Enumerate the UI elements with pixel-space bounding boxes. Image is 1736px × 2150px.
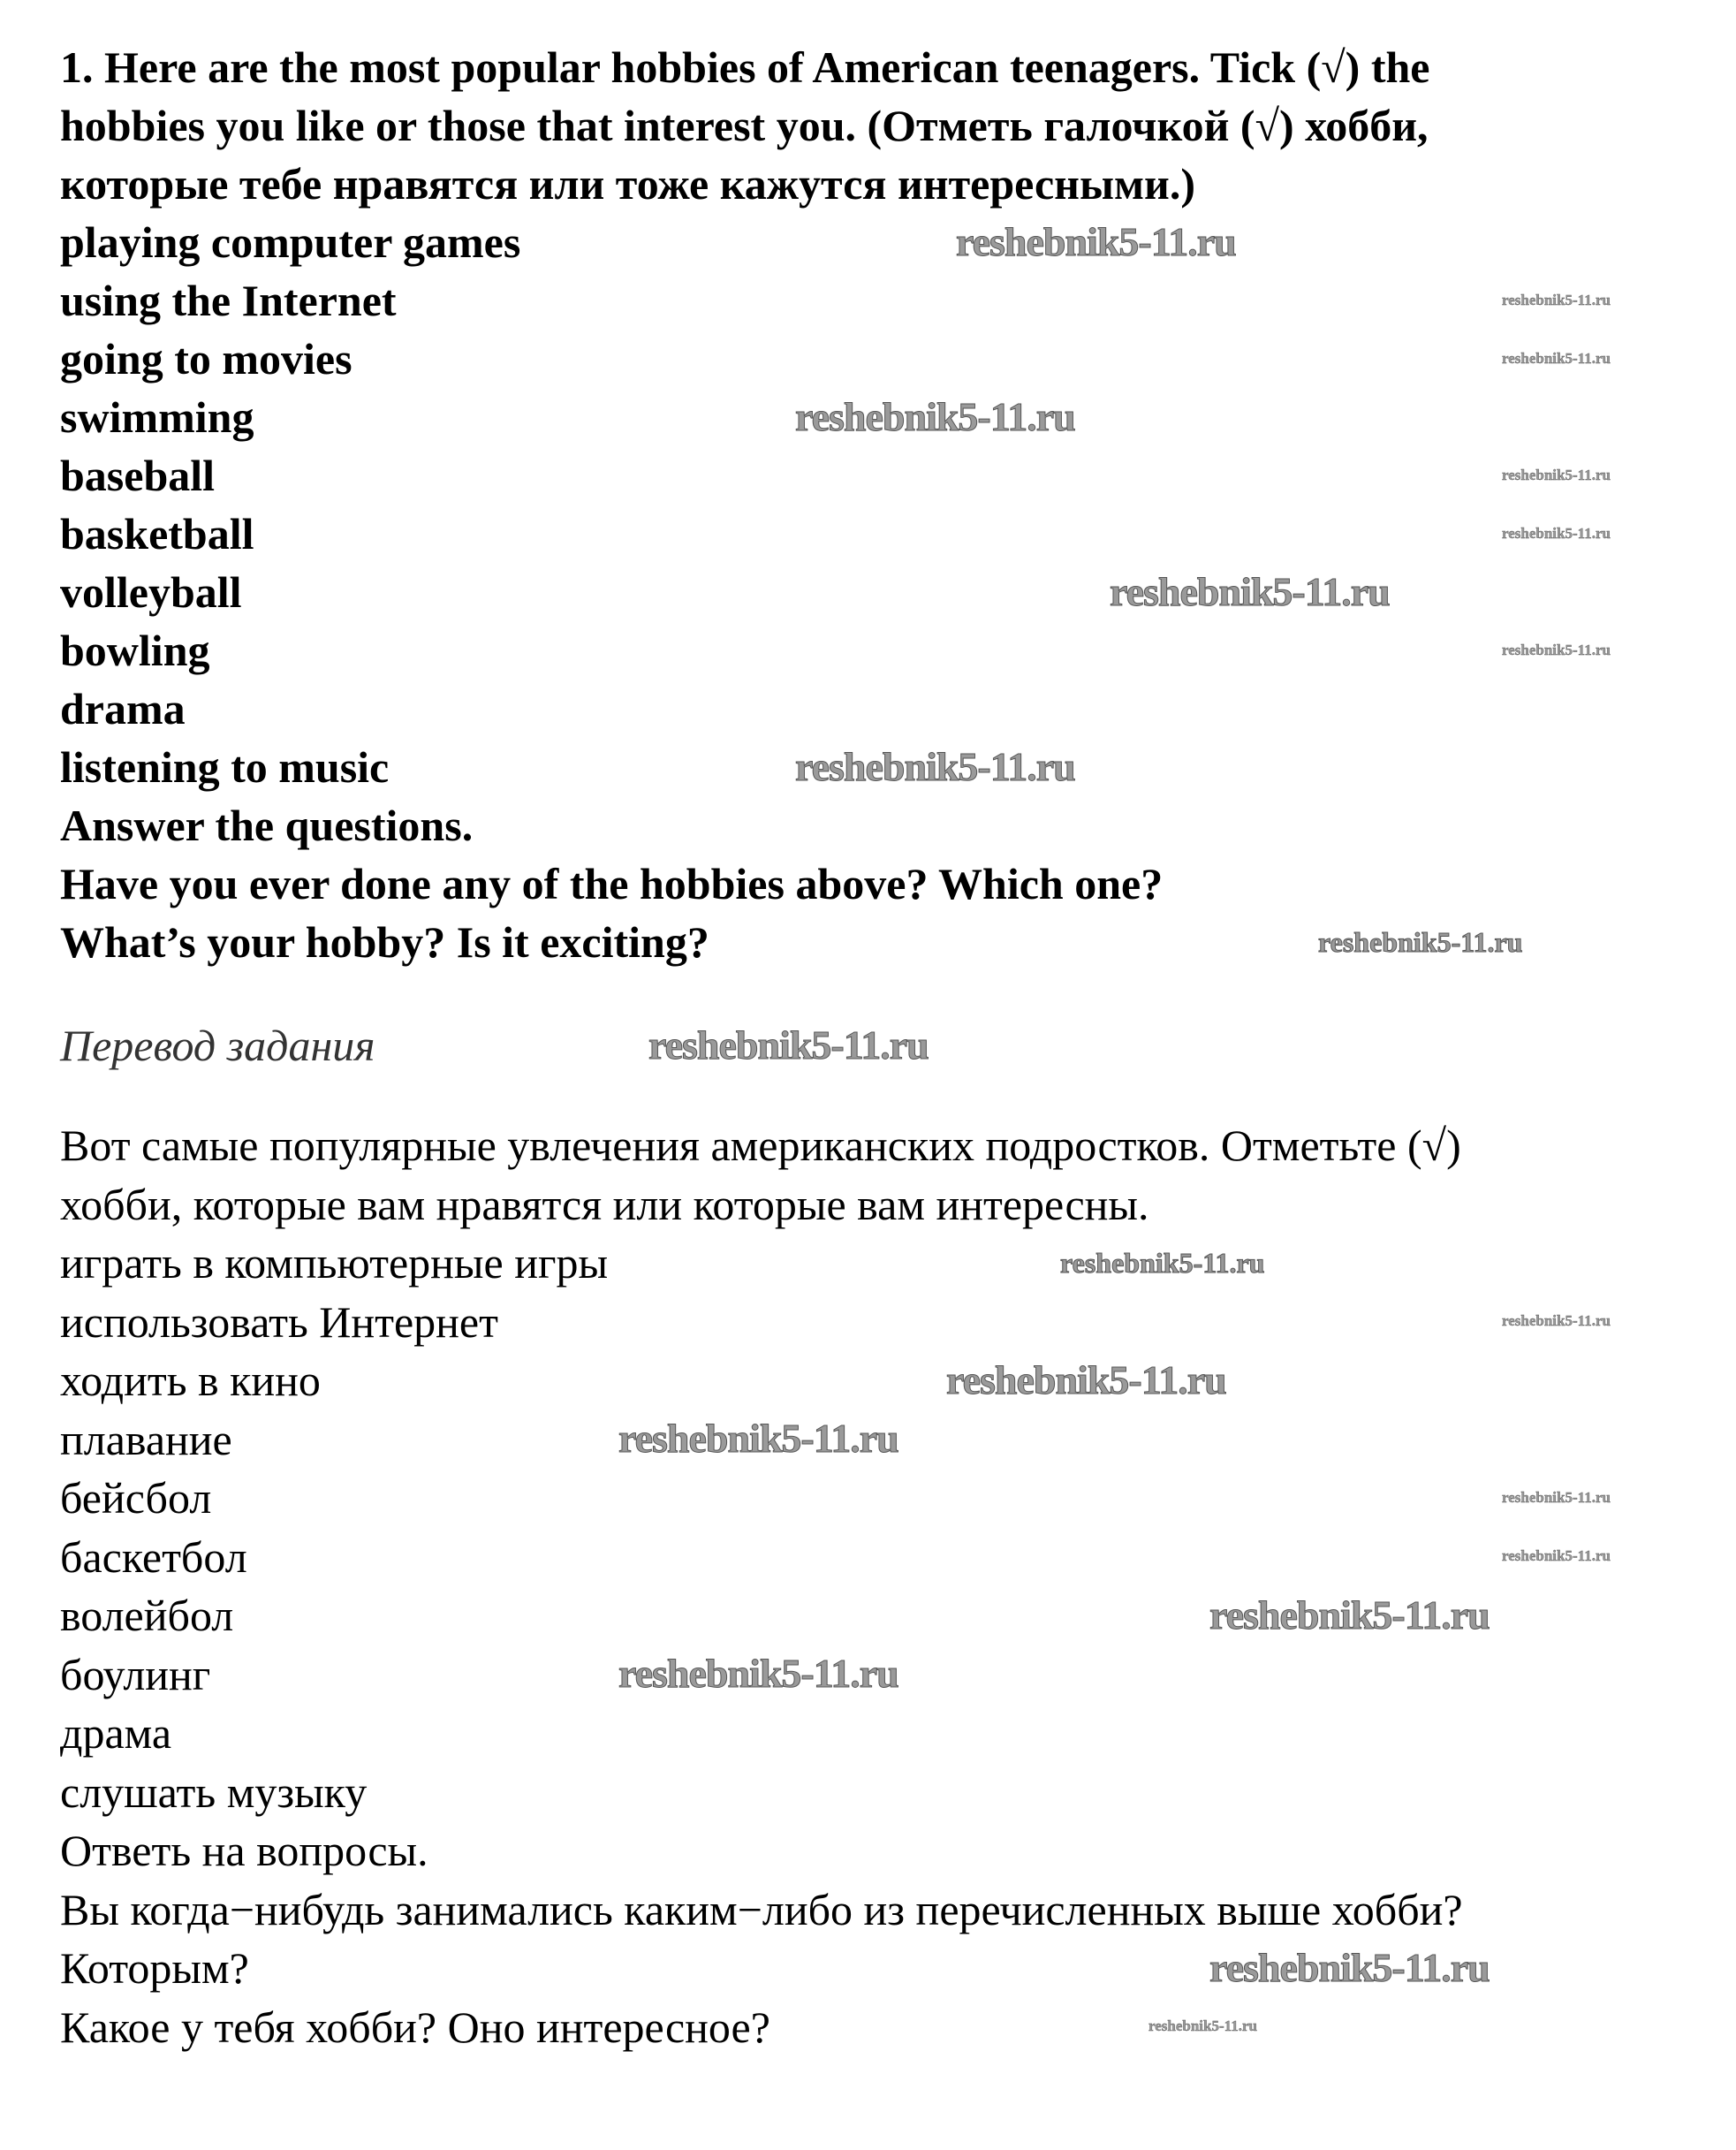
hobby-item: drama [60,684,186,733]
task-heading-line-3: которые тебе нравятся или тоже кажутся интересными.) [60,159,1196,209]
hobby-item: bowling [60,626,210,675]
english-task [60,38,1429,971]
watermark: reshebnik5-11.ru [795,394,1075,439]
hobby-item-ru: боулинг [60,1649,211,1699]
watermark: reshebnik5-11.ru [1209,1592,1490,1637]
hobby-item-ru: баскетбол [60,1531,247,1582]
watermark: reshebnik5-11.ru [1502,642,1611,658]
watermark: reshebnik5-11.ru [956,219,1236,264]
hobby-item-ru: бейсбол [60,1473,212,1523]
hobby-item-ru: ходить в кино [60,1356,321,1405]
hobby-item: swimming [60,392,254,442]
question-ru: Какое у тебя хобби? Оно интересное? [60,2002,770,2052]
question: Have you ever done any of the hobbies above? Which one? [60,859,1164,908]
watermark: reshebnik5-11.ru [1502,350,1611,367]
task-heading-line-2: hobbies you like or those that interest you. (Отметь галочкой (√) хобби, [60,101,1429,150]
task-heading-line-1: 1. Here are the most popular hobbies of American teenagers. Tick (√) the [60,42,1430,92]
hobby-item: using the Internet [60,276,397,325]
hobby-item: playing computer games [60,217,521,267]
watermark: reshebnik5-11.ru [1502,1489,1611,1506]
hobby-item: basketball [60,509,254,558]
watermark: reshebnik5-11.ru [618,1416,898,1461]
watermark: reshebnik5-11.ru [618,1651,898,1696]
watermark: reshebnik5-11.ru [1318,926,1523,958]
watermark: reshebnik5-11.ru [1110,569,1390,614]
question-ru: Которым? [60,1943,249,1993]
hobby-item: going to movies [60,334,353,384]
watermark: reshebnik5-11.ru [1148,2017,1257,2034]
hobby-item-ru: драма [60,1708,172,1758]
translation-line-2: хобби, которые вам нравятся или которые вам интересны. [60,1179,1149,1229]
questions-heading-ru: Ответь на вопросы. [60,1826,428,1875]
translation-heading: Перевод задания [60,1021,375,1070]
watermark: reshebnik5-11.ru [795,744,1075,789]
watermark: reshebnik5-11.ru [1502,1547,1611,1564]
hobby-item: volleyball [60,567,242,617]
hobby-item-ru: слушать музыку [60,1766,368,1817]
question-ru: Вы когда−нибудь занимались каким−либо из перечисленных выше хобби? [60,1884,1463,1934]
question: What’s your hobby? Is it exciting? [60,917,709,967]
russian-translation [60,1116,1463,2056]
hobby-item-ru: играть в компьютерные игры [60,1238,609,1288]
watermark: reshebnik5-11.ru [946,1357,1226,1402]
watermark: reshebnik5-11.ru [1060,1247,1265,1279]
hobby-item-ru: использовать Интернет [60,1296,498,1347]
watermark: reshebnik5-11.ru [648,1022,929,1067]
watermark: reshebnik5-11.ru [1502,1312,1611,1329]
hobby-item-ru: волейбол [60,1591,234,1640]
watermark: reshebnik5-11.ru [1502,525,1611,542]
translation-line-1: Вот самые популярные увлечения американских подростков. Отметьте (√) [60,1121,1461,1170]
hobby-item-ru: плавание [60,1414,232,1464]
watermark: reshebnik5-11.ru [1502,467,1611,483]
hobby-item: listening to music [60,742,390,792]
watermark: reshebnik5-11.ru [1502,292,1611,308]
watermark: reshebnik5-11.ru [1209,1945,1490,1990]
hobby-item: baseball [60,451,216,500]
questions-heading: Answer the questions. [60,801,474,850]
